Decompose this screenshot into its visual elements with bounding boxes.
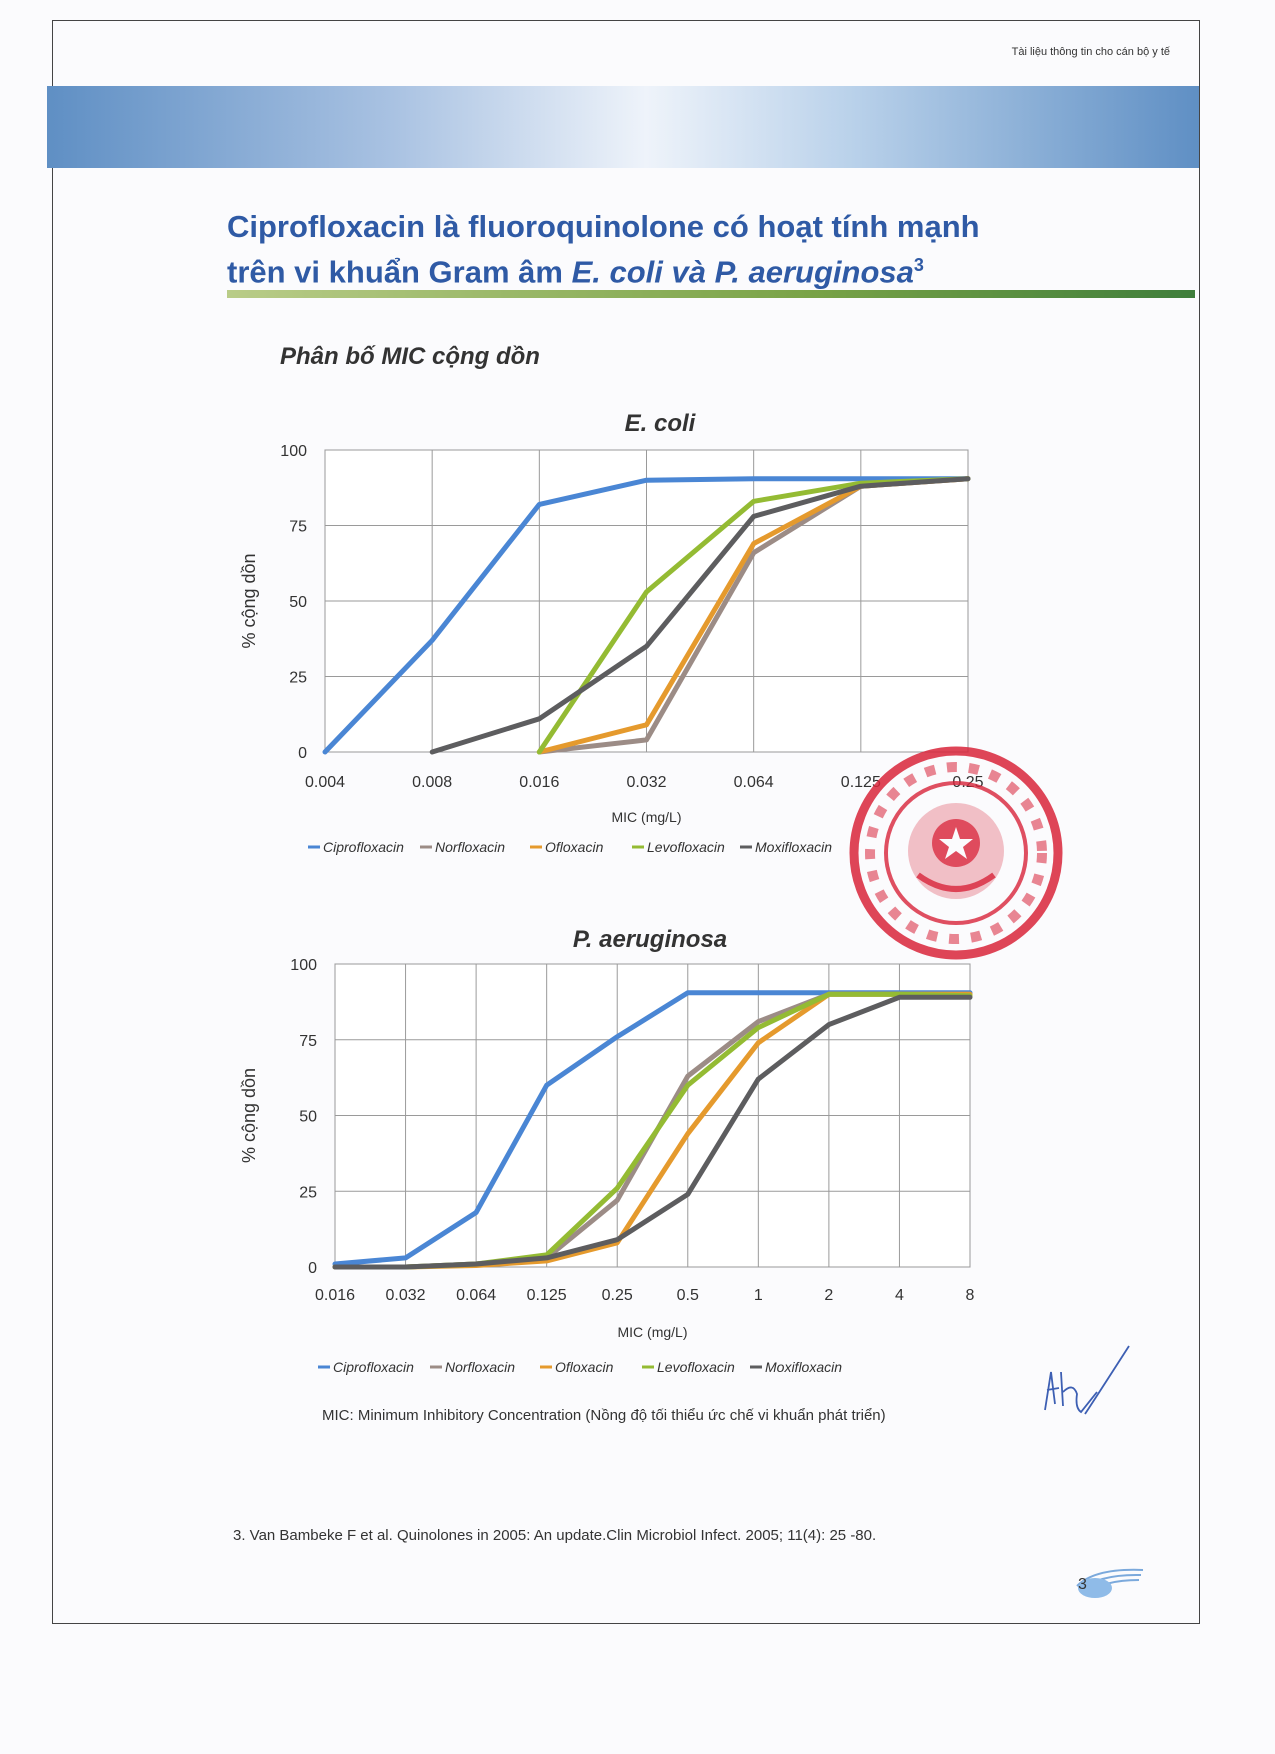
paer-x-tick-label: 0.5 [676,1287,699,1304]
ecoli-y-tick-label: 25 [289,669,307,687]
paer-y-tick-label: 75 [299,1032,317,1050]
paer-x-tick-label: 1 [753,1287,763,1304]
header-note: Tài liệu thông tin cho cán bộ y tế [1011,46,1170,58]
ecoli-x-tick-label: 0.25 [952,774,984,791]
paer-legend-label-ofloxacin: Ofloxacin [555,1359,614,1375]
handwritten-signature [1037,1342,1137,1432]
paer-legend-label-moxifloxacin: Moxifloxacin [765,1359,843,1375]
ecoli-x-tick-label: 0.016 [519,774,560,791]
title-superscript: 3 [913,255,924,275]
official-seal-stamp [846,743,1066,963]
paer-x-axis-title: MIC (mg/L) [617,1324,688,1340]
section-title: Phân bố MIC cộng dồn [280,343,540,370]
ecoli-legend-label-norfloxacin: Norfloxacin [435,839,506,855]
paer-legend-label-ciprofloxacin: Ciprofloxacin [333,1359,414,1375]
ecoli-y-axis-title: % cộng dồn [239,553,259,649]
ecoli-x-tick-label: 0.004 [304,774,346,791]
reference-citation: 3. Van Bambeke F et al. Quinolones in 2005: An update.Clin Microbiol Infect. 2005; 11(4): 25 -80. [233,1527,877,1544]
ecoli-x-axis-title: MIC (mg/L) [611,809,682,825]
paer-y-tick-label: 0 [308,1260,317,1277]
paer-y-tick-label: 100 [290,957,317,974]
title-line-1: Ciprofloxacin là fluoroquinolone có hoạt tính mạnh [227,209,980,244]
ecoli-legend-label-levofloxacin: Levofloxacin [647,839,725,855]
paer-x-tick-label: 4 [894,1287,904,1304]
paer-x-tick-label: 2 [824,1287,834,1304]
ecoli-y-tick-label: 50 [289,594,307,611]
paeruginosa-chart-title: P. aeruginosa [572,926,728,953]
paer-y-tick-label: 25 [299,1184,317,1202]
paer-y-axis-title: % cộng dồn [239,1067,259,1164]
mic-footnote: MIC: Minimum Inhibitory Concentration (Nồng độ tối thiểu ức chế vi khuẩn phát triển) [322,1407,886,1424]
paer-legend-label-norfloxacin: Norfloxacin [445,1359,516,1375]
ecoli-x-tick-label: 0.008 [412,774,453,791]
ecoli-chart-title: E. coli [624,410,696,437]
ecoli-y-tick-label: 0 [298,745,307,762]
paer-x-tick-label: 0.016 [314,1287,356,1304]
title-line-2-italic: E. coli và P. aeruginosa [571,254,914,290]
ecoli-legend-label-moxifloxacin: Moxifloxacin [755,839,833,855]
ecoli-y-tick-label: 100 [280,443,307,460]
ecoli-x-tick-label: 0.032 [626,774,667,791]
paer-legend-label-levofloxacin: Levofloxacin [657,1359,735,1375]
ecoli-legend-label-ciprofloxacin: Ciprofloxacin [323,839,404,855]
paer-x-tick-label: 0.125 [526,1287,567,1304]
page-number: 3 [1078,1576,1087,1593]
paer-x-tick-label: 0.064 [456,1287,497,1304]
paer-y-tick-label: 50 [299,1108,317,1126]
ecoli-legend-label-ofloxacin: Ofloxacin [545,839,604,855]
paer-x-tick-label: 0.25 [601,1287,633,1304]
ecoli-y-tick-label: 75 [289,518,307,536]
ecoli-x-tick-label: 0.125 [840,774,881,791]
ecoli-x-tick-label: 0.064 [733,774,774,791]
paer-x-tick-label: 0.032 [385,1287,426,1304]
paer-x-tick-label: 8 [965,1287,975,1304]
title-line-2-prefix: trên vi khuẩn Gram âm [227,254,572,290]
